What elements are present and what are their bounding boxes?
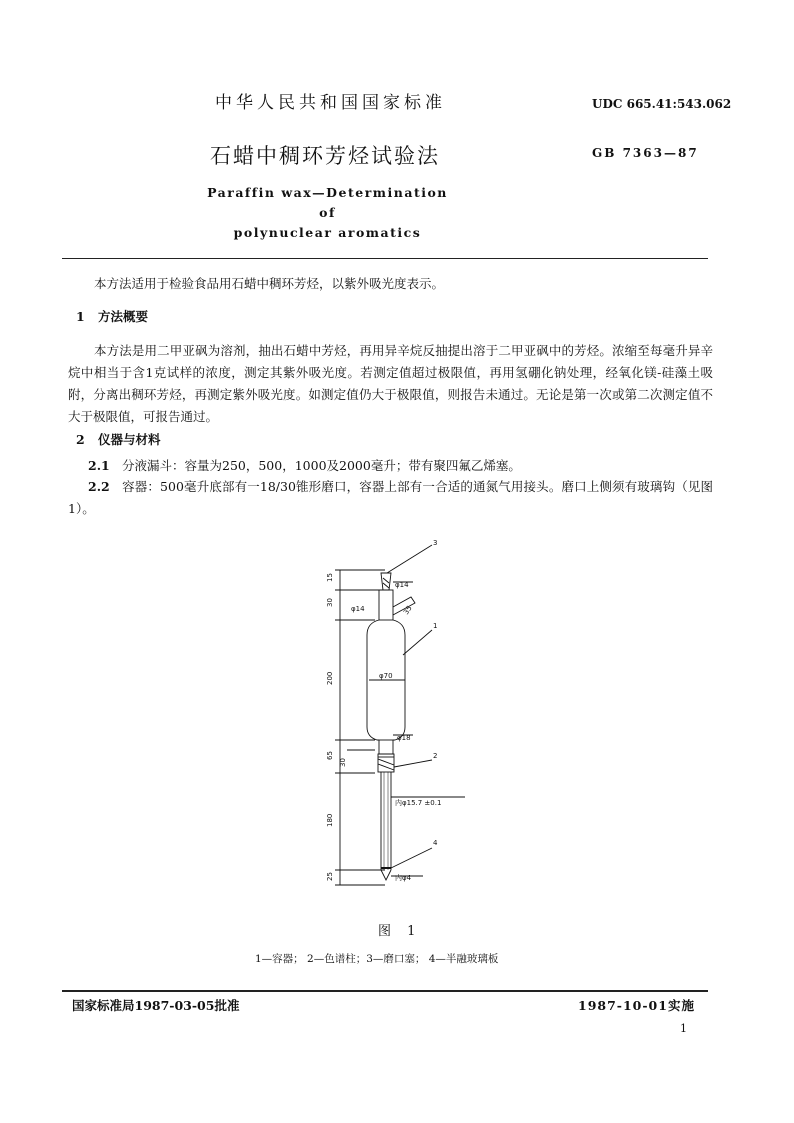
item-2-1 bbox=[88, 456, 521, 474]
item-2-2 bbox=[68, 476, 713, 520]
item-2-1-text: 分液漏斗：容量为250，500，1000及2000毫升；带有聚四氟乙烯塞。 bbox=[122, 458, 521, 473]
intro-paragraph: 本方法适用于检验食品用石蜡中稠环芳烃，以紫外吸光度表示。 bbox=[94, 276, 445, 291]
dim-right-column-id: 内φ15.7 ±0.1 bbox=[395, 799, 442, 807]
section-1-heading bbox=[76, 307, 148, 325]
english-title-line-1: Paraffin wax—Determination of bbox=[207, 185, 448, 220]
item-2-2-number: 2.2 bbox=[88, 479, 110, 494]
dim-left-3: 200 bbox=[326, 671, 334, 685]
figure-1-drawing bbox=[315, 535, 495, 890]
dim-left-4: 65 bbox=[326, 751, 334, 760]
dim-right-phi18: φ18 bbox=[397, 734, 411, 742]
effective-date: 1987-10-01实施 bbox=[578, 998, 695, 1013]
document-title: 石蜡中稠环芳烃试验法 bbox=[210, 144, 440, 168]
dim-right-phi70: φ70 bbox=[379, 672, 393, 680]
header-divider bbox=[62, 258, 708, 259]
approval-date: 国家标准局1987-03-05批准 bbox=[72, 998, 240, 1013]
dim-left-5: 30 bbox=[339, 758, 347, 767]
section-2-number: 2 bbox=[76, 432, 85, 447]
section-1-body: 本方法是用二甲亚砜为溶剂，抽出石蜡中芳烃，再用异辛烷反抽提出溶于二甲亚砜中的芳烃。浓缩至每毫升异辛烷中相当于含1克试样的浓度，测定其紫外吸光度。若测定值超过极限值，再用氢硼化钠处理，经氧化镁-硅藻土吸附，分离出稠环芳烃，再测定紫外吸光度。如测定值仍大于极限值，则报告未通过。无论是第一次或第二次测定值不大于极限值，可报告通过。 bbox=[68, 343, 713, 424]
dim-left-2: 30 bbox=[326, 598, 334, 607]
dim-right-35: 35 bbox=[402, 604, 414, 617]
item-2-1-number: 2.1 bbox=[88, 458, 110, 473]
figure-caption: 1—容器； 2—色谱柱；3—磨口塞； 4—半融玻璃板 bbox=[255, 953, 499, 965]
dim-right-tip-id: 内φ4 bbox=[395, 874, 412, 882]
figure-label: 图 1 bbox=[378, 924, 422, 939]
section-1-title: 方法概要 bbox=[98, 309, 149, 324]
dim-left-1: 15 bbox=[326, 573, 334, 582]
footer-divider bbox=[62, 990, 708, 992]
section-2-heading bbox=[76, 430, 161, 448]
gb-code: GB 7363—87 bbox=[592, 146, 699, 160]
udc-code: UDC 665.41:543.062 bbox=[592, 97, 732, 111]
dim-right-phi14-neck: φ14 bbox=[351, 605, 365, 613]
callout-1: 1 bbox=[433, 622, 438, 630]
dim-right-phi14-top: φ14 bbox=[395, 581, 409, 589]
item-2-2-text: 容器：500毫升底部有一18/30锥形磨口，容器上部有一合适的通氮气用接头。磨口上侧须有玻璃钩（见图1）。 bbox=[68, 479, 713, 516]
callout-4: 4 bbox=[433, 839, 438, 847]
english-title bbox=[200, 183, 455, 243]
dim-left-6: 180 bbox=[326, 813, 334, 827]
english-title-line-2: polynuclear aromatics bbox=[233, 225, 422, 240]
callout-3: 3 bbox=[433, 539, 438, 547]
dim-left-7: 25 bbox=[326, 872, 334, 881]
page-number: 1 bbox=[680, 1022, 687, 1035]
fritted-glass-plate bbox=[381, 870, 391, 880]
callout-2: 2 bbox=[433, 752, 438, 760]
section-1-number: 1 bbox=[76, 309, 85, 324]
section-2-title: 仪器与材料 bbox=[98, 432, 161, 447]
standard-series-title: 中华人民共和国国家标准 bbox=[215, 93, 446, 113]
stopper bbox=[381, 573, 391, 590]
